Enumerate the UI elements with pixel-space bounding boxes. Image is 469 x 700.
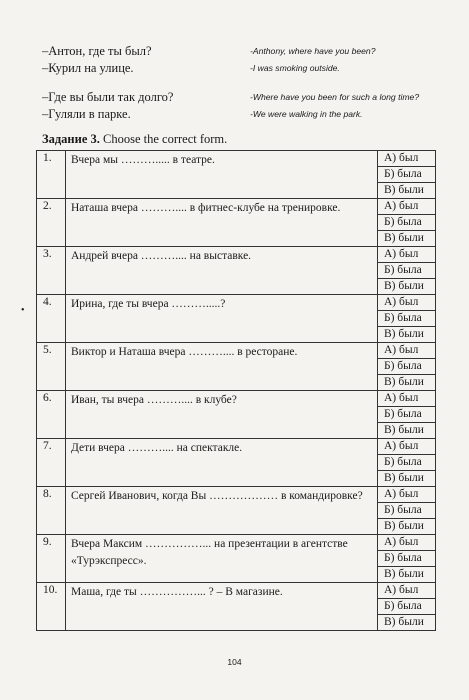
item-sentence: Иван, ты вчера ……….... в клубе? — [66, 391, 378, 439]
answer-option[interactable]: Б) была — [378, 407, 436, 423]
dialogue-line — [42, 107, 432, 124]
item-number: 5. — [37, 343, 66, 391]
task-heading — [42, 132, 227, 147]
item-number: 10. — [37, 583, 66, 631]
answer-option[interactable]: В) были — [378, 375, 436, 391]
item-sentence: Наташа вчера ……….... в фитнес-клубе на тренировке. — [66, 199, 378, 247]
table-row — [37, 583, 436, 599]
table-row — [37, 487, 436, 503]
dialogue-block-2 — [42, 90, 432, 124]
answer-option[interactable]: Б) была — [378, 359, 436, 375]
answer-option[interactable]: Б) была — [378, 503, 436, 519]
answer-option[interactable]: В) были — [378, 279, 436, 295]
item-number: 4. — [37, 295, 66, 343]
dialogue-block-1 — [42, 44, 432, 78]
answer-option[interactable]: В) были — [378, 231, 436, 247]
item-sentence: Сергей Иванович, когда Вы ……………… в командировке? — [66, 487, 378, 535]
answer-option[interactable]: Б) была — [378, 455, 436, 471]
table-row — [37, 343, 436, 359]
item-sentence: Виктор и Наташа вчера ……….... в ресторане. — [66, 343, 378, 391]
dialogue-en: -I was smoking outside. — [250, 63, 340, 73]
answer-option[interactable]: А) был — [378, 439, 436, 455]
dialogue-line — [42, 44, 432, 61]
answer-option[interactable]: А) был — [378, 295, 436, 311]
item-number: 3. — [37, 247, 66, 295]
item-number: 8. — [37, 487, 66, 535]
answer-option[interactable]: В) были — [378, 423, 436, 439]
dialogue-line — [42, 90, 432, 107]
item-sentence: Вчера Максим ……………... на презентации в агентстве «Турэкспресс». — [66, 535, 378, 583]
table-row — [37, 247, 436, 263]
item-sentence: Ирина, где ты вчера ……….....? — [66, 295, 378, 343]
item-number: 2. — [37, 199, 66, 247]
item-number: 9. — [37, 535, 66, 583]
item-number: 1. — [37, 151, 66, 199]
table-row — [37, 199, 436, 215]
table-row — [37, 439, 436, 455]
answer-option[interactable]: А) был — [378, 151, 436, 167]
answer-option[interactable]: А) был — [378, 391, 436, 407]
dialogue-ru: –Курил на улице. — [42, 61, 134, 75]
answer-option[interactable]: А) был — [378, 199, 436, 215]
answer-option[interactable]: Б) была — [378, 263, 436, 279]
answer-option[interactable]: А) был — [378, 583, 436, 599]
dialogue-ru: –Гуляли в парке. — [42, 107, 131, 121]
answer-option[interactable]: А) был — [378, 535, 436, 551]
answer-option[interactable]: В) были — [378, 471, 436, 487]
answer-option[interactable]: А) был — [378, 247, 436, 263]
answer-option[interactable]: А) был — [378, 343, 436, 359]
item-sentence: Маша, где ты ……………... ? – В магазине. — [66, 583, 378, 631]
answer-option[interactable]: В) были — [378, 519, 436, 535]
answer-option[interactable]: А) был — [378, 487, 436, 503]
answer-option[interactable]: В) были — [378, 183, 436, 199]
item-sentence: Андрей вчера ……….... на выставке. — [66, 247, 378, 295]
dialogue-en: -We were walking in the park. — [250, 109, 363, 119]
dialogue-ru: –Где вы были так долго? — [42, 90, 174, 104]
dialogue-en: -Anthony, where have you been? — [250, 46, 376, 56]
task-label: Задание 3. — [42, 132, 100, 146]
answer-option[interactable]: В) были — [378, 615, 436, 631]
table-row — [37, 535, 436, 551]
table-row — [37, 151, 436, 167]
answer-option[interactable]: В) были — [378, 567, 436, 583]
answer-option[interactable]: Б) была — [378, 215, 436, 231]
answer-option[interactable]: Б) была — [378, 167, 436, 183]
item-number: 7. — [37, 439, 66, 487]
item-sentence: Дети вчера ……….... на спектакле. — [66, 439, 378, 487]
answer-option[interactable]: Б) была — [378, 599, 436, 615]
task-instruction: Choose the correct form. — [103, 132, 228, 146]
answer-option[interactable]: В) были — [378, 327, 436, 343]
answer-option[interactable]: Б) была — [378, 311, 436, 327]
margin-mark: • — [21, 305, 25, 316]
page-number: 104 — [227, 657, 242, 667]
item-sentence: Вчера мы ………..... в театре. — [66, 151, 378, 199]
dialogue-line — [42, 61, 432, 78]
exercise-table — [36, 150, 436, 631]
table-row — [37, 391, 436, 407]
table-row — [37, 295, 436, 311]
dialogue-en: -Where have you been for such a long time? — [250, 92, 420, 102]
item-number: 6. — [37, 391, 66, 439]
dialogue-ru: –Антон, где ты был? — [42, 44, 152, 58]
answer-option[interactable]: Б) была — [378, 551, 436, 567]
